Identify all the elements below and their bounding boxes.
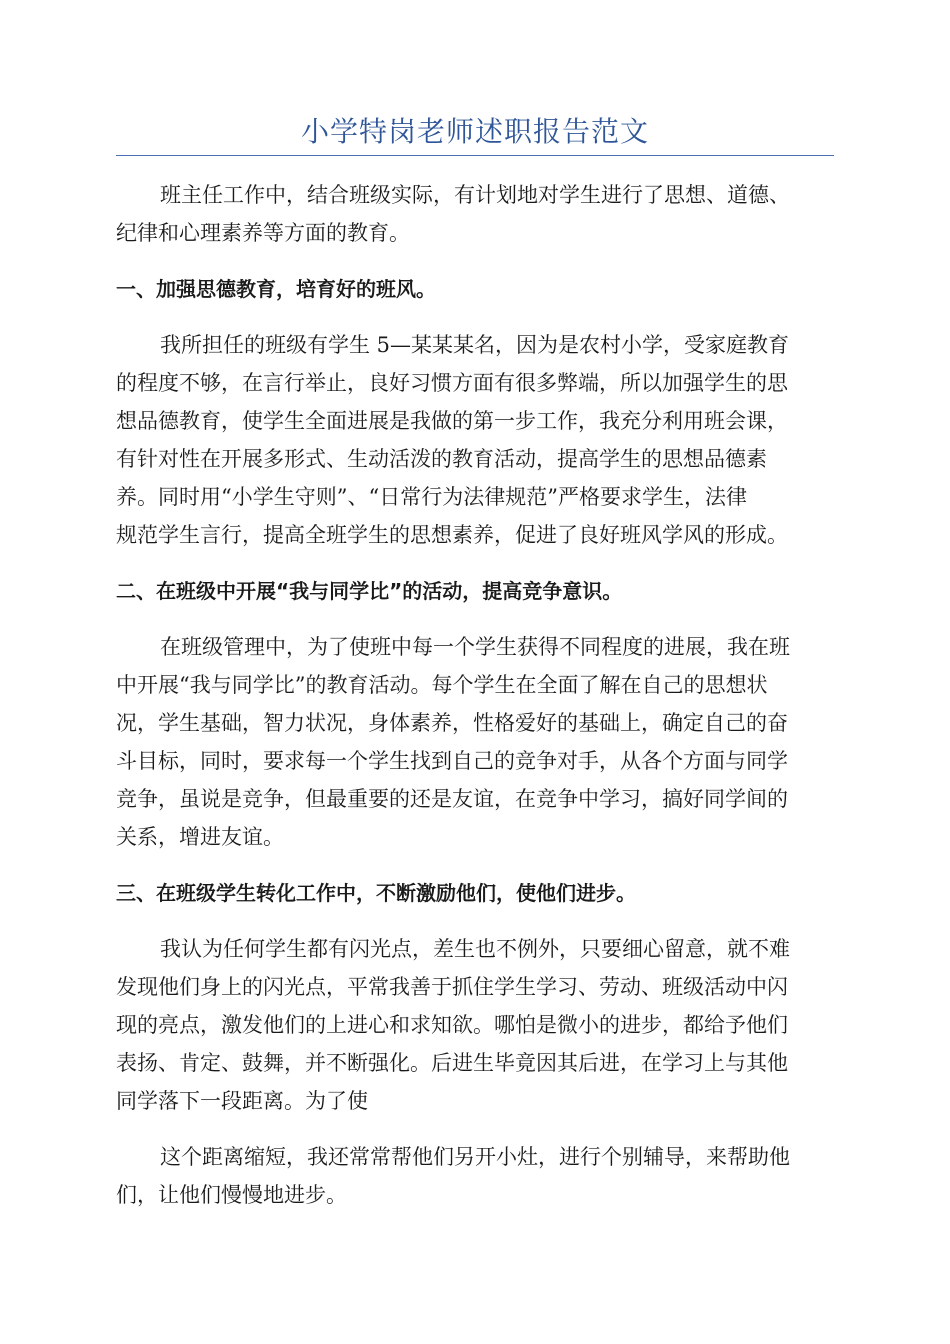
paragraph-line: 关系，增进友谊。: [116, 825, 284, 849]
paragraph-line: 想品德教育，使学生全面进展是我做的第一步工作，我充分利用班会课，: [116, 409, 788, 433]
paragraph-line: 规范学生言行，提高全班学生的思想素养，促进了良好班风学风的形成。: [116, 523, 788, 547]
paragraph-line: 在班级管理中，为了使班中每一个学生获得不同程度的进展，我在班: [160, 635, 790, 659]
section-heading-2: 二、在班级中开展“我与同学比”的活动，提高竞争意识。: [116, 579, 623, 603]
section-3-paragraph-2: [116, 1138, 834, 1214]
paragraph-line: 发现他们身上的闪光点，平常我善于抓住学生学习、劳动、班级活动中闪: [116, 975, 788, 999]
section-heading-3: 三、在班级学生转化工作中，不断激励他们，使他们进步。: [116, 881, 636, 905]
paragraph-line: 我认为任何学生都有闪光点，差生也不例外，只要细心留意，就不难: [160, 937, 790, 961]
title-divider: [116, 155, 834, 156]
document-title: 小学特岗老师述职报告范文: [300, 115, 649, 148]
paragraph-line: 同学落下一段距离。为了使: [116, 1089, 368, 1113]
paragraph-line: 现的亮点，激发他们的上进心和求知欲。哪怕是微小的进步，都给予他们: [116, 1013, 788, 1037]
section-heading-1: 一、加强思德教育，培育好的班风。: [116, 277, 436, 301]
section-1-paragraph: [116, 326, 834, 554]
section-2-paragraph: [116, 628, 834, 856]
paragraph-line: 斗目标，同时，要求每一个学生找到自己的竞争对手，从各个方面与同学: [116, 749, 788, 773]
paragraph-line: 表扬、肯定、鼓舞，并不断强化。后进生毕竟因其后进，在学习上与其他: [116, 1051, 788, 1075]
paragraph-line: 这个距离缩短，我还常常帮他们另开小灶，进行个别辅导，来帮助他: [160, 1145, 790, 1169]
paragraph-line: 我所担任的班级有学生 5—某某某名，因为是农村小学，受家庭教育: [160, 333, 790, 357]
paragraph-line: 的程度不够，在言行举止，良好习惯方面有很多弊端，所以加强学生的思: [116, 371, 788, 395]
paragraph-line: 竞争，虽说是竞争，但最重要的还是友谊，在竞争中学习，搞好同学间的: [116, 787, 788, 811]
paragraph-line: 们，让他们慢慢地进步。: [116, 1183, 347, 1207]
paragraph-line: 班主任工作中，结合班级实际，有计划地对学生进行了思想、道德、: [160, 183, 790, 207]
section-3-paragraph-1: [116, 930, 834, 1120]
document-body: [116, 176, 834, 1232]
paragraph-line: 中开展“我与同学比”的教育活动。每个学生在全面了解在自己的思想状: [116, 673, 768, 697]
paragraph-line: 纪律和心理素养等方面的教育。: [116, 221, 410, 245]
paragraph-line: 养。同时用“小学生守则”、“日常行为法律规范”严格要求学生，法律: [116, 485, 747, 509]
paragraph-line: 有针对性在开展多形式、生动活泼的教育活动，提高学生的思想品德素: [116, 447, 767, 471]
intro-paragraph: [116, 176, 834, 252]
paragraph-line: 况，学生基础，智力状况，身体素养，性格爱好的基础上，确定自己的奋: [116, 711, 788, 735]
